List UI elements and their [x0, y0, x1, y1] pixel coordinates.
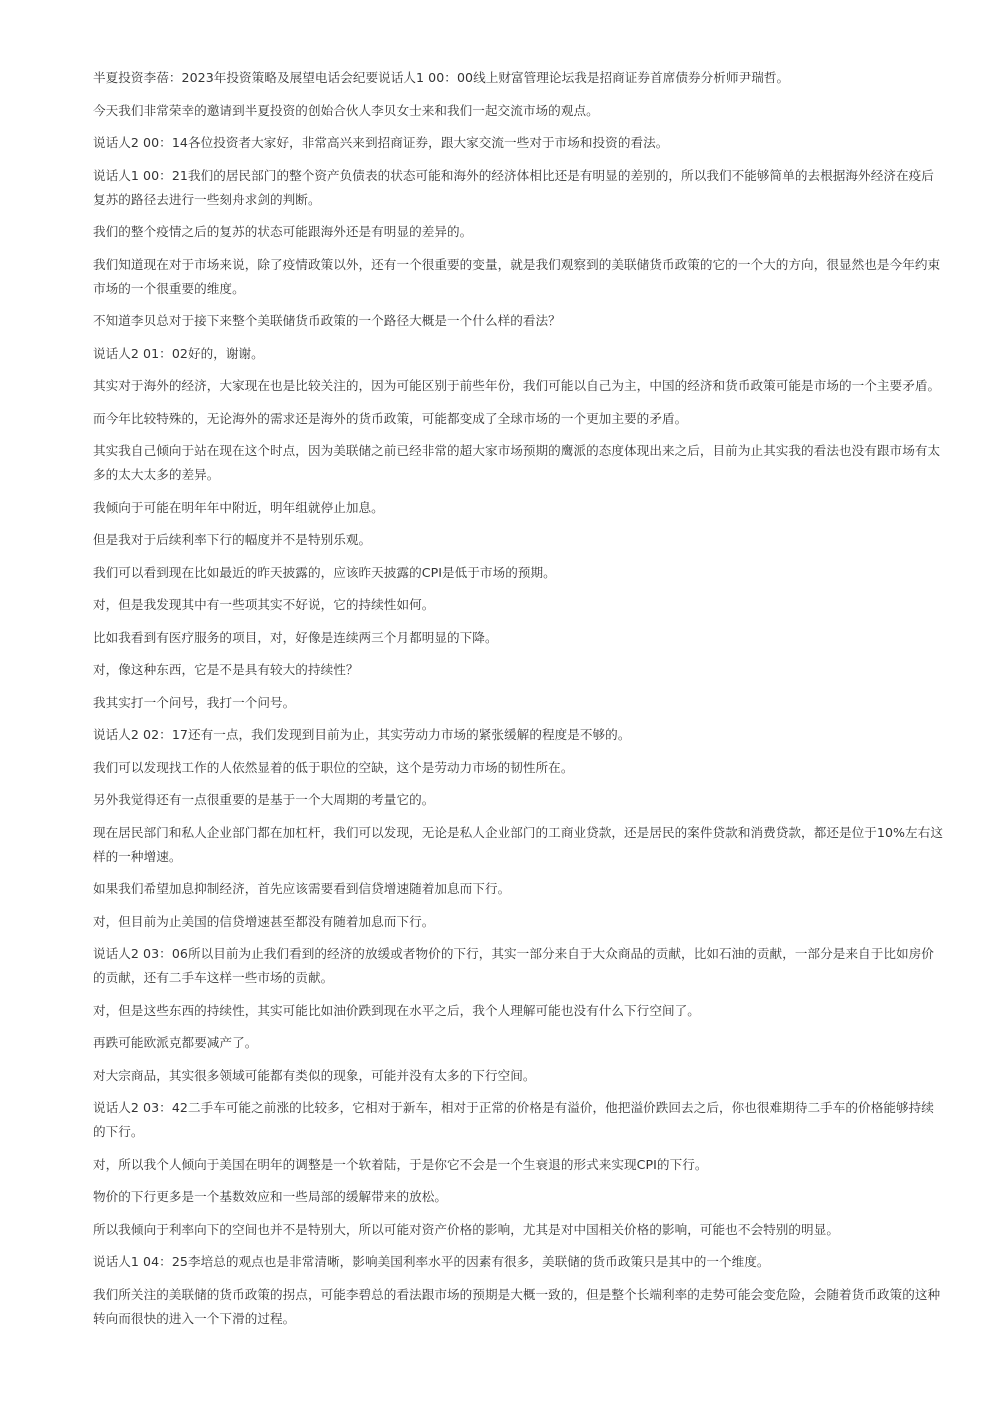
- paragraph: 对，像这种东西，它是不是具有较大的持续性？: [93, 662, 359, 677]
- paragraph: 说话人1 04：25李培总的观点也是非常清晰，影响美国利率水平的因素有很多，美联储的货币政策只是其中的一个维度。: [93, 1254, 770, 1269]
- paragraph: 我们可以看到现在比如最近的昨天披露的，应该昨天披露的CPI是低于市场的预期。: [93, 564, 556, 580]
- paragraph: 对，但是我发现其中有一些项其实不好说，它的持续性如何。: [93, 597, 435, 612]
- paragraph: 今天我们非常荣幸的邀请到半夏投资的创始合伙人李贝女士来和我们一起交流市场的观点。: [93, 102, 599, 118]
- paragraph: 说话人2 03：42二手车可能之前涨的比较多，它相对于新车，相对于正常的价格是有溢价，他把溢价跌回去之后，你也很难期待二手车的价格能够持续的下行。: [93, 1100, 934, 1139]
- paragraph: 对，所以我个人倾向于美国在明年的调整是一个软着陆，于是你它不会是一个生衰退的形式来实现CPI的下行。: [93, 1156, 708, 1172]
- document-page: [93, 66, 945, 1339]
- paragraph: 其实我自己倾向于站在现在这个时点，因为美联储之前已经非常的超大家市场预期的鹰派的态度体现出来之后，目前为止其实我的看法也没有跟市场有太多的太大太多的差异。: [93, 443, 941, 482]
- paragraph: 比如我看到有医疗服务的项目，对，好像是连续两三个月都明显的下降。: [93, 629, 498, 645]
- paragraph: 对，但是这些东西的持续性，其实可能比如油价跌到现在水平之后，我个人理解可能也没有什么下行空间了。: [93, 1002, 700, 1018]
- paragraph: 我们知道现在对于市场来说，除了疫情政策以外，还有一个很重要的变量，就是我们观察到的美联储货币政策的它的一个大的方向，很显然也是今年约束市场的一个很重要的维度。: [93, 256, 941, 296]
- paragraph: 我倾向于可能在明年年中附近，明年组就停止加息。: [93, 499, 384, 515]
- paragraph: 其实对于海外的经济，大家现在也是比较关注的，因为可能区别于前些年份，我们可能以自己为主，中国的经济和货币政策可能是市场的一个主要矛盾。: [93, 378, 941, 393]
- paragraph: 所以我倾向于利率向下的空间也并不是特别大，所以可能对资产价格的影响，尤其是对中国相关价格的影响，可能也不会特别的明显。: [93, 1221, 839, 1237]
- paragraph: 另外我觉得还有一点很重要的是基于一个大周期的考量它的。: [93, 792, 435, 807]
- paragraph: 说话人2 00：14各位投资者大家好，非常高兴来到招商证券，跟大家交流一些对于市场和投资的看法。: [93, 135, 669, 150]
- paragraph: 我们可以发现找工作的人依然显着的低于职位的空缺，这个是劳动力市场的韧性所在。: [93, 759, 574, 775]
- paragraph: 我们的整个疫情之后的复苏的状态可能跟海外还是有明显的差异的。: [93, 224, 473, 239]
- paragraph: 而今年比较特殊的，无论海外的需求还是海外的货币政策，可能都变成了全球市场的一个更加主要的矛盾。: [93, 410, 688, 426]
- paragraph: 说话人2 02：17还有一点，我们发现到目前为止，其实劳动力市场的紧张缓解的程度是不够的。: [93, 727, 631, 742]
- paragraph: 说话人2 01：02好的，谢谢。: [93, 345, 264, 361]
- paragraph: 说话人2 03：06所以目前为止我们看到的经济的放缓或者物价的下行，其实一部分来自于大众商品的贡献，比如石油的贡献，一部分是来自于比如房价的贡献，还有二手车这样一些市场的贡献。: [93, 946, 934, 985]
- paragraph: 我们所关注的美联储的货币政策的拐点，可能李碧总的看法跟市场的预期是大概一致的，但是整个长端利率的走势可能会变危险，会随着货币政策的这种转向而很快的进入一个下滑的过程。: [93, 1286, 941, 1326]
- paragraph: 说话人1 00：21我们的居民部门的整个资产负债表的状态可能和海外的经济体相比还是有明显的差别的，所以我们不能够简单的去根据海外经济在疫后复苏的路径去进行一些刻舟求剑的判断。: [93, 167, 934, 207]
- paragraph: 如果我们希望加息抑制经济，首先应该需要看到信贷增速随着加息而下行。: [93, 881, 511, 896]
- paragraph: 我其实打一个问号，我打一个问号。: [93, 694, 296, 710]
- paragraph-title: 半夏投资李蓓：2023年投资策略及展望电话会纪要说话人1 00：00线上财富管理论坛我是招商证券首席债券分析师尹瑞哲。: [93, 70, 790, 85]
- paragraph: 再跌可能欧派克都要减产了。: [93, 1035, 258, 1050]
- paragraph: 物价的下行更多是一个基数效应和一些局部的缓解带来的放松。: [93, 1189, 448, 1204]
- paragraph: 但是我对于后续利率下行的幅度并不是特别乐观。: [93, 532, 372, 547]
- paragraph: 现在居民部门和私人企业部门都在加杠杆，我们可以发现，无论是私人企业部门的工商业贷款，还是居民的案件贷款和消费贷款，都还是位于10%左右这样的一种增速。: [93, 824, 943, 864]
- paragraph: 对，但目前为止美国的信贷增速甚至都没有随着加息而下行。: [93, 913, 435, 929]
- paragraph: 不知道李贝总对于接下来整个美联储货币政策的一个路径大概是一个什么样的看法？: [93, 313, 561, 328]
- paragraph: 对大宗商品，其实很多领域可能都有类似的现象，可能并没有太多的下行空间。: [93, 1067, 536, 1083]
